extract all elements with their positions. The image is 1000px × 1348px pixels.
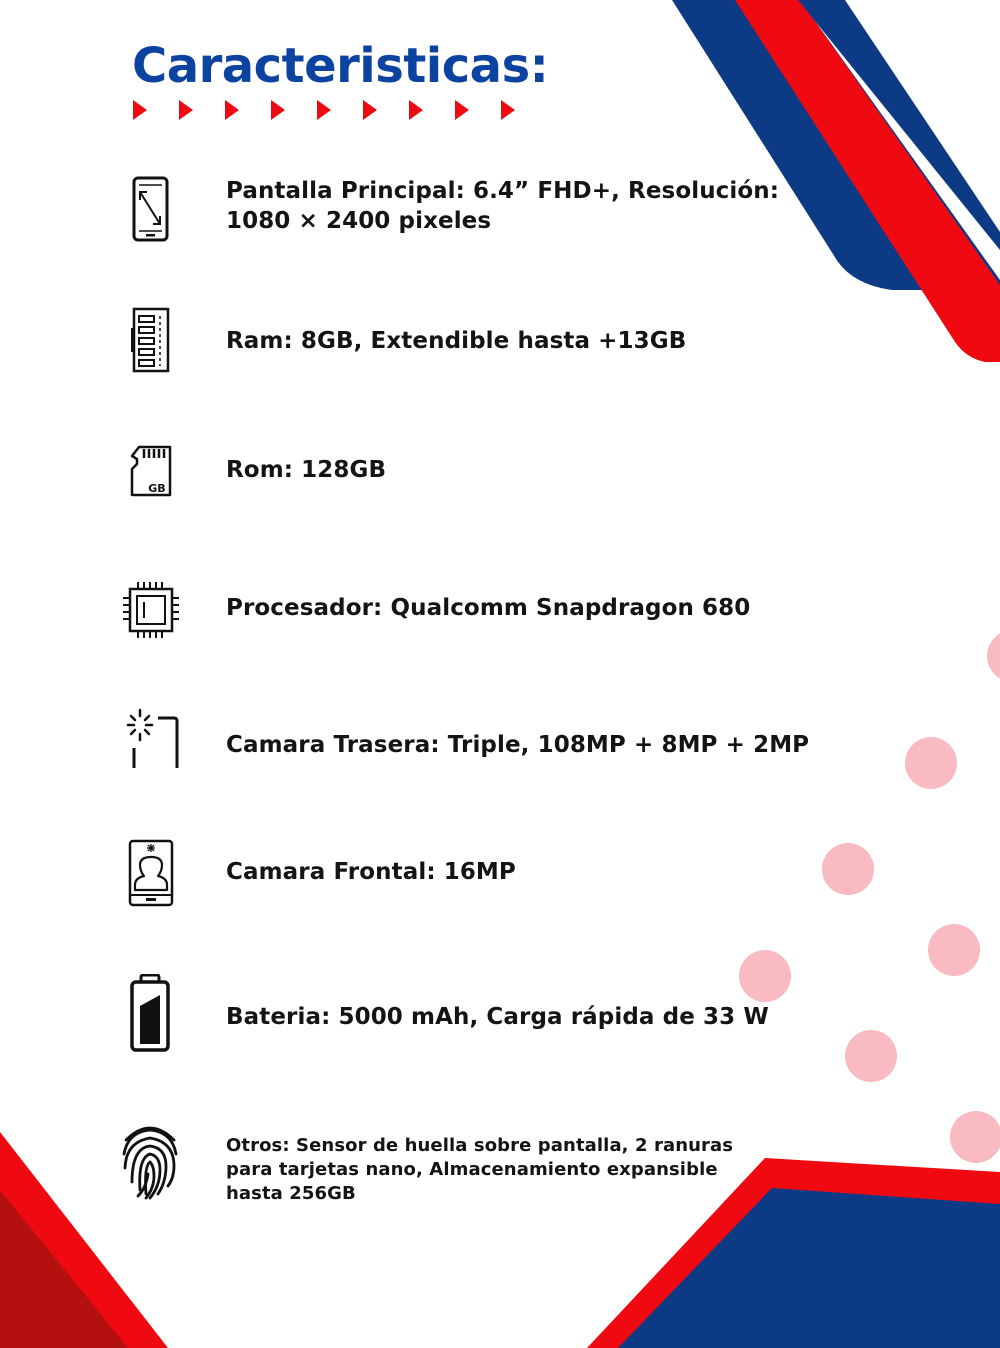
rear-camera-icon	[118, 706, 182, 776]
feature-storage-text: Rom: 128GB	[226, 457, 387, 483]
red-arrow-icon	[271, 100, 285, 120]
feature-others-text: Otros: Sensor de huella sobre pantalla, 2 ranuras para tarjetas nano, Almacenamiento expansible hasta 256GB	[226, 1135, 734, 1204]
feature-battery-text: Bateria: 5000 mAh, Carga rápida de 33 W	[226, 1004, 769, 1030]
arrow-row-decoration	[133, 100, 523, 122]
smartphone-screen-icon	[118, 176, 182, 246]
pink-dot	[822, 843, 874, 895]
processor-chip-icon	[118, 578, 182, 648]
red-arrow-icon	[317, 100, 331, 120]
fingerprint-icon	[118, 1120, 182, 1202]
sd-card-label: GB	[148, 482, 166, 495]
feature-display-text: Pantalla Principal: 6.4” FHD+, Resolución: 1080 × 2400 pixeles	[226, 178, 780, 234]
red-arrow-icon	[225, 100, 239, 120]
feature-rear-camera-text: Camara Trasera: Triple, 108MP + 8MP + 2MP	[226, 732, 810, 758]
pink-dot	[987, 630, 1000, 682]
feature-ram-text: Ram: 8GB, Extendible hasta +13GB	[226, 328, 687, 354]
red-arrow-icon	[409, 100, 423, 120]
page-title: Caracteristicas:	[132, 38, 549, 94]
red-arrow-icon	[363, 100, 377, 120]
pink-dot	[928, 924, 980, 976]
pink-dot	[845, 1030, 897, 1082]
red-arrow-icon	[501, 100, 515, 120]
battery-icon	[118, 974, 182, 1054]
red-arrow-icon	[179, 100, 193, 120]
sd-card-icon	[118, 440, 182, 510]
ram-module-icon	[118, 306, 182, 376]
pink-dots	[739, 630, 1000, 1163]
red-arrow-icon	[133, 100, 147, 120]
feature-front-camera-text: Camara Frontal: 16MP	[226, 859, 516, 885]
feature-processor-text: Procesador: Qualcomm Snapdragon 680	[226, 595, 751, 621]
pink-dot	[950, 1111, 1000, 1163]
front-camera-icon	[118, 838, 182, 908]
pink-dot	[739, 950, 791, 1002]
red-arrow-icon	[455, 100, 469, 120]
pink-dot	[905, 737, 957, 789]
